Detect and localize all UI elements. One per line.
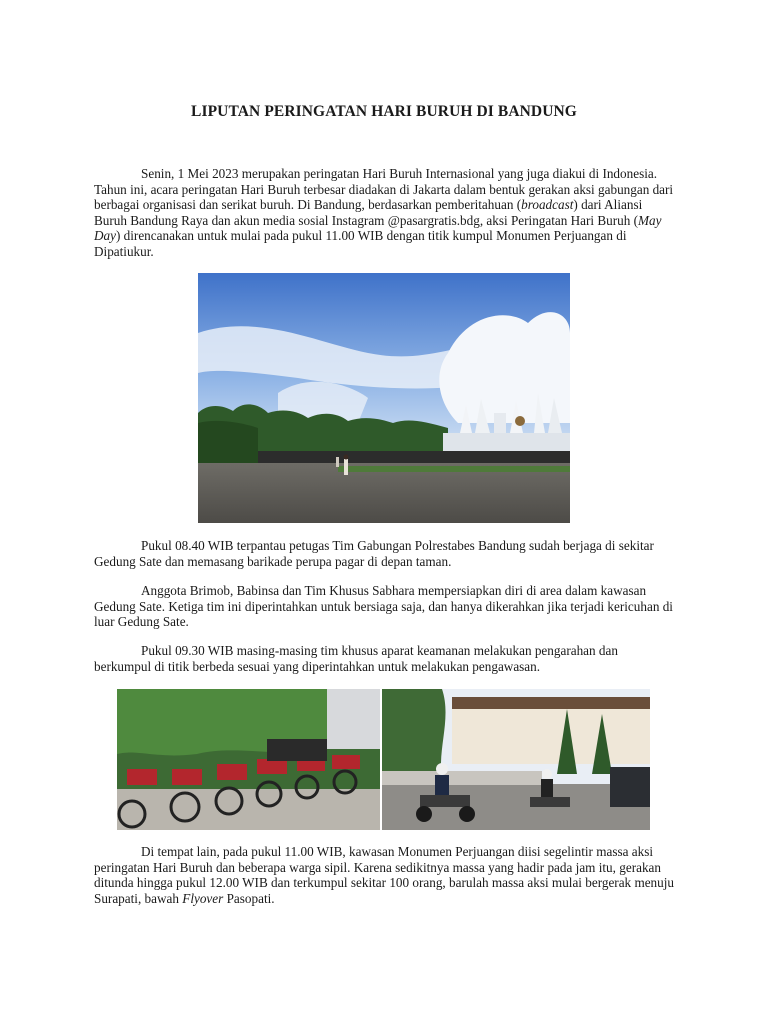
motorbikes-photo: [117, 689, 380, 830]
rider-head-2: [542, 769, 552, 779]
rider-bike-1: [420, 795, 470, 807]
car: [610, 767, 650, 807]
rider-wheel-1: [416, 806, 432, 822]
motorbike-body-2: [172, 769, 202, 785]
motorbike-body-1: [127, 769, 157, 785]
motorbike-body-3: [217, 764, 247, 780]
monument-emblem: [515, 416, 525, 426]
paragraph-intro: [94, 166, 674, 259]
pavement: [117, 789, 380, 830]
motorbikes-photo-svg: [117, 689, 380, 830]
rider-wheel-1b: [459, 806, 475, 822]
trees-left: [382, 689, 446, 779]
paragraph-brimob: Anggota Brimob, Babinsa dan Tim Khusus Sabhara mempersiapkan diri di area dalam kawasan Gedung Sate. Ketiga tim ini diperintahkan untuk bersiaga saja, dan hanya dikerahkan jika terjadi kericuhan di luar Gedung Sate.: [94, 583, 673, 629]
monumen-text-a: Di tempat lain, pada pukul 11.00 WIB, kawasan Monumen Perjuangan diisi segelintir massa aksi peringatan Hari Buruh dan beberapa warga sipil. Karena sedikitnya massa yang hadir pada jam itu, gerakan ditunda hingga pukul 12.00 WIB dan terkumpul sekitar 100 orang, barulah massa aksi mulai bergerak menuju Surapati, bawah: [94, 844, 674, 906]
building-roof: [452, 697, 650, 709]
rider-body-1: [435, 775, 449, 795]
intro-text-a: Senin, 1 Mei 2023 merupakan peringatan Hari Buruh Internasional yang juga diakui di Indonesia. Tahun ini, acara peringatan Hari Buruh terbesar diadakan di Jakarta dalam bentuk gerakan aksi gabungan dari berbagai organisasi dan serikat buruh. Di Bandung, berdasarkan pemberitahuan (: [94, 166, 674, 212]
person-figure-2: [336, 457, 339, 467]
monument-photo: [198, 273, 570, 523]
person-head: [344, 455, 349, 460]
monument-wall: [443, 433, 570, 451]
gedung-sate-building: [452, 704, 650, 764]
paragraph-monumen-perjuangan: [94, 844, 674, 906]
intro-text-c: ) dari Aliansi Buruh Bandung Raya dan akun media sosial Instagram @pasargratis.bdg, aksi Peringatan Hari Buruh (: [94, 197, 643, 228]
intro-text-e: ) direncanakan untuk mulai pada pukul 11.00 WIB dengan titik kumpul Monumen Perjuangan di Dipatiukur.: [94, 228, 627, 259]
rider-body-2: [541, 779, 553, 797]
tree-line-2: [198, 421, 258, 463]
intro-text-broadcast: broadcast: [521, 197, 574, 212]
police-van: [267, 739, 327, 761]
fence: [258, 451, 570, 463]
paragraph-pengarahan: Pukul 09.30 WIB masing-masing tim khusus aparat keamanan melakukan pengarahan dan berkumpul di titik berbeda sesuai yang diperintahkan untuk melakukan pengawasan.: [94, 643, 618, 674]
grass-strip: [338, 466, 570, 472]
monumen-text-c: Pasopati.: [223, 890, 275, 906]
street-photo: [382, 689, 650, 830]
person-figure: [344, 459, 348, 475]
motorbike-body-6: [332, 755, 360, 769]
street-photo-svg: [382, 689, 650, 830]
paragraph-gedung-sate: Pukul 08.40 WIB terpantau petugas Tim Gabungan Polrestabes Bandung sudah berjaga di sekitar Gedung Sate dan memasang barikade perupa pagar di depan taman.: [94, 538, 654, 569]
monument-photo-svg: [198, 273, 570, 523]
motorbike-body-4: [257, 759, 287, 774]
monumen-text-flyover: Flyover: [182, 890, 224, 906]
intro-text-mayday: May Day: [94, 212, 662, 243]
page-title: LIPUTAN PERINGATAN HARI BURUH DI BANDUNG: [191, 103, 577, 120]
monument-fin-3: [494, 413, 506, 433]
rider-bike-2: [530, 797, 570, 807]
fence-rail: [382, 771, 542, 785]
rider-head-1: [436, 763, 448, 775]
building-bg: [327, 689, 380, 749]
